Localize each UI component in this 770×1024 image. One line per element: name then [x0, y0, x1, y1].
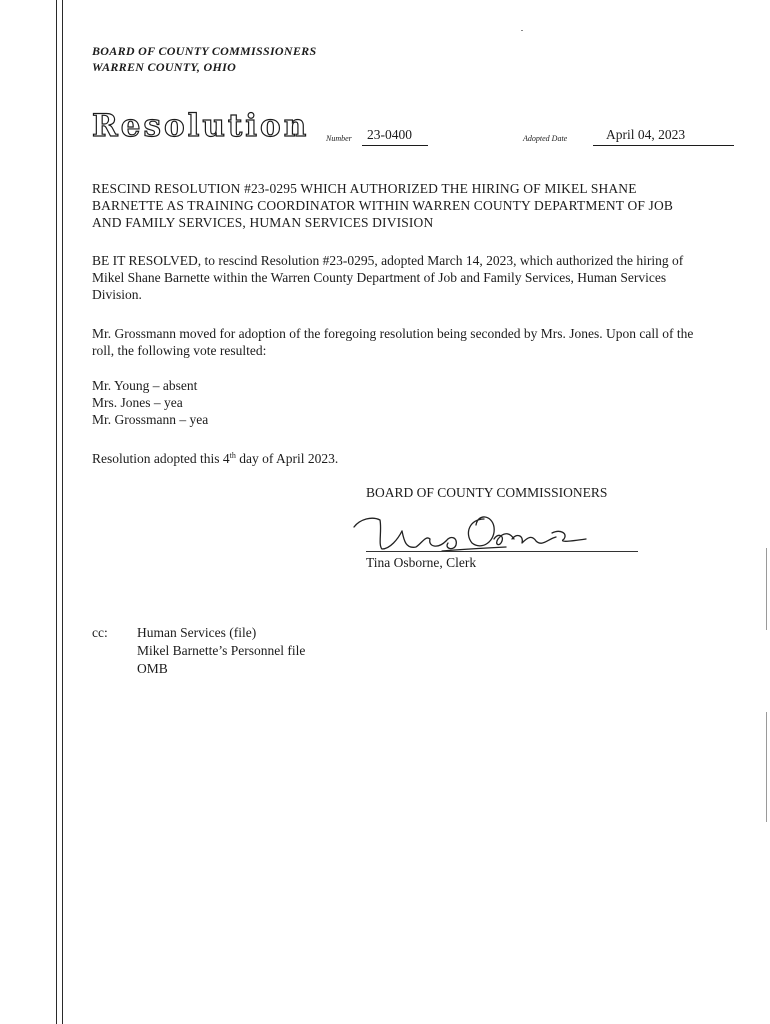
adoption-statement: Resolution adopted this 4th day of April 2023.: [92, 451, 339, 466]
date-underline: [593, 145, 734, 146]
header-board: BOARD OF COUNTY COMMISSIONERS: [92, 44, 317, 58]
handwritten-signature: [346, 503, 596, 555]
clerk-name: Tina Osborne, Clerk: [366, 555, 477, 570]
number-underline: [362, 145, 428, 146]
motion-paragraph: Mr. Grossmann moved for adoption of the foregoing resolution being seconded by Mrs. Jones. Upon call of the roll, the following vote resulted:: [92, 326, 694, 358]
scan-dot: [521, 30, 523, 31]
vote-line: Mrs. Jones – yea: [92, 395, 183, 410]
right-edge-mark: [766, 548, 767, 630]
resolved-paragraph: BE IT RESOLVED, to rescind Resolution #23-0295, adopted March 14, 2023, which authorized the hiring of Mikel Shane Barnette within the Warren County Department of Job and Family Services, Human Services Division.: [92, 253, 684, 302]
number-label: Number: [326, 134, 352, 143]
cc-recipient: OMB: [137, 661, 168, 676]
signature-board-name: BOARD OF COUNTY COMMISSIONERS: [366, 485, 608, 500]
header-county: WARREN COUNTY, OHIO: [92, 60, 237, 74]
cc-recipient: Mikel Barnette’s Personnel file: [137, 643, 306, 658]
document-title: Resolution: [92, 108, 310, 144]
left-margin-rule: [62, 0, 63, 1024]
right-edge-mark: [766, 712, 767, 822]
signature-line: [366, 551, 638, 552]
left-margin-rule: [56, 0, 57, 1024]
cc-label: cc:: [92, 625, 108, 640]
vote-line: Mr. Grossmann – yea: [92, 412, 209, 427]
vote-line: Mr. Young – absent: [92, 378, 198, 393]
adopted-date: April 04, 2023: [606, 127, 686, 142]
resolution-subject: RESCIND RESOLUTION #23-0295 WHICH AUTHORIZED THE HIRING OF MIKEL SHANE BARNETTE AS TRAINING COORDINATOR WITHIN WARREN COUNTY DEPARTMENT OF JOB AND FAMILY SERVICES, HUMAN SERVICES DIVISION: [92, 181, 673, 230]
adopted-date-label: Adopted Date: [523, 134, 568, 143]
resolution-number: 23-0400: [367, 127, 412, 142]
cc-recipient: Human Services (file): [137, 625, 257, 640]
